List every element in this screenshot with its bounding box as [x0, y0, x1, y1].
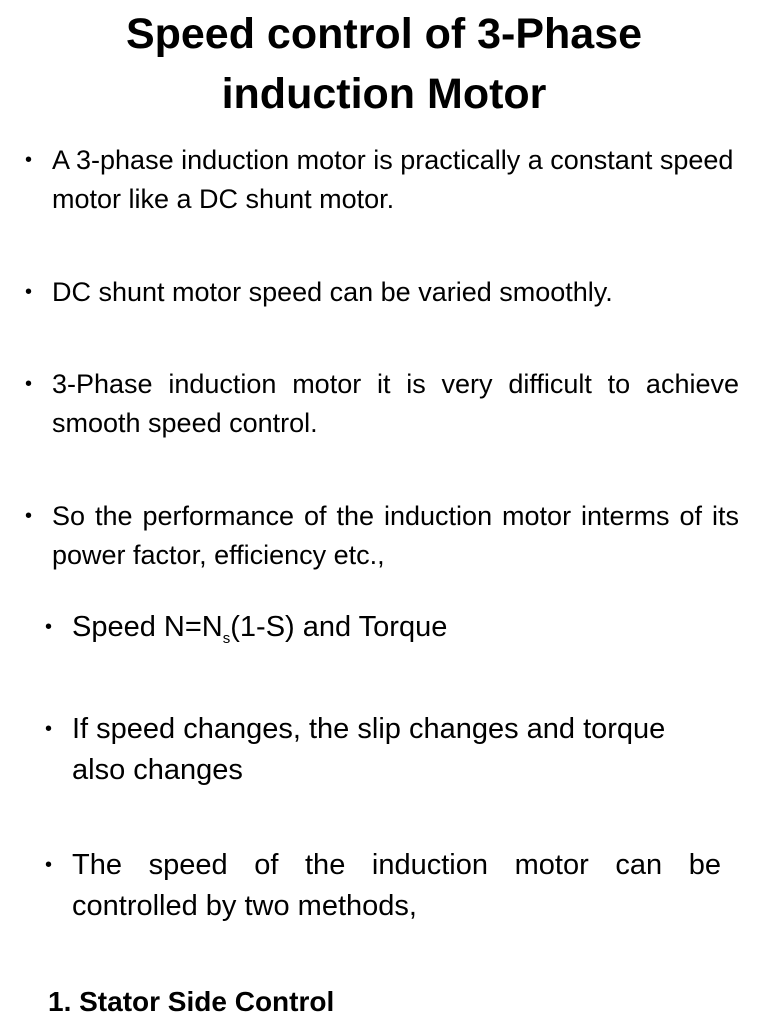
sub-bullet-item — [45, 607, 721, 648]
bullet-dot-icon: • — [45, 718, 53, 740]
bullet-dot-icon: • — [25, 373, 33, 395]
bullet-text: So the performance of the induction motor interms of its power factor, efficiency etc., — [52, 501, 739, 570]
sub-bullet-item — [45, 845, 721, 927]
bullet-dot-icon: • — [45, 854, 53, 876]
title-line-1: Speed control of 3-Phase — [125, 10, 643, 58]
section-heading: 1. Stator Side Control — [48, 986, 335, 1017]
formula-prefix: Speed N=N — [72, 611, 223, 643]
bullet-dot-icon: • — [25, 505, 33, 527]
bullet-dot-icon: • — [25, 149, 33, 171]
title-line-2: induction Motor — [221, 70, 547, 118]
speed-formula-text — [72, 607, 721, 648]
bullet-text: DC shunt motor speed can be varied smoothly. — [52, 277, 613, 307]
sub-bullet-text: If speed changes, the slip changes and torque also changes — [72, 713, 666, 786]
bullet-item — [25, 497, 739, 575]
sub-bullet-item — [45, 709, 721, 791]
bullet-item — [25, 273, 739, 312]
bullet-dot-icon: • — [45, 616, 53, 638]
formula-subscript: s — [222, 630, 231, 647]
sub-bullet-text: The speed of the induction motor can be controlled by two methods, — [72, 849, 721, 922]
bullet-text: A 3-phase induction motor is practically a constant speed motor like a DC shunt motor. — [52, 145, 734, 214]
bullet-item — [25, 141, 739, 219]
bullet-item — [25, 365, 739, 443]
bullet-dot-icon: • — [25, 281, 33, 303]
formula-suffix: (1-S) and Torque — [230, 611, 448, 643]
bullet-text: 3-Phase induction motor it is very difficult to achieve smooth speed control. — [52, 369, 739, 438]
slide-title — [40, 4, 728, 124]
